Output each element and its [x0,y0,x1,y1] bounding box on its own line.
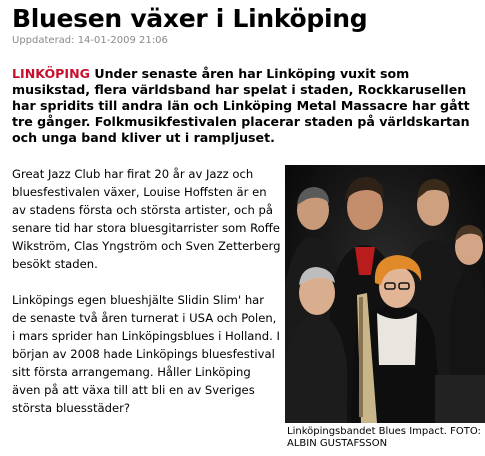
dateline: LINKÖPING [12,66,90,81]
updated-timestamp: Uppdaterad: 14-01-2009 21:06 [12,35,168,46]
body-paragraph-1: Great Jazz Club har firat 20 år av Jazz och bluesfestivalen växer, Louise Hoffsten är en av stadens första och största artister, och på senare tid har stora bluesgitarrister som Roffe Wikström, Clas Yngström och Sven Zetterberg besökt staden. [12,167,281,271]
band-photo-illustration [285,165,485,423]
lead-text: Under senaste åren har Linköping vuxit som musikstad, flera världsband har spelat i staden, Rockkarusellen har spridits till andra län och Linköping Metal Massacre har gått tre gånger. Folkmusikfestivalen placerar staden på världskartan och unga band kliver ut i rampljuset. [12,66,470,145]
article-headline: Bluesen växer i Linköping [12,4,368,33]
article-body [12,165,282,435]
body-paragraph-2: Linköpings egen blueshjälte Slidin Slim' har de senaste två åren turnerat i USA och Polen, i mars sprider han Linköpingsblues i Holland. I början av 2008 hade Linköpings bluesfestival sitt första arrangemang. Håller Linköping även på att växa till att bli en av Sveriges största bluesstäder? [12,293,280,415]
photo-caption: Linköpingsbandet Blues Impact. FOTO: ALBIN GUSTAFSSON [287,426,481,449]
band-photo [285,165,485,423]
article-lead [12,66,482,146]
